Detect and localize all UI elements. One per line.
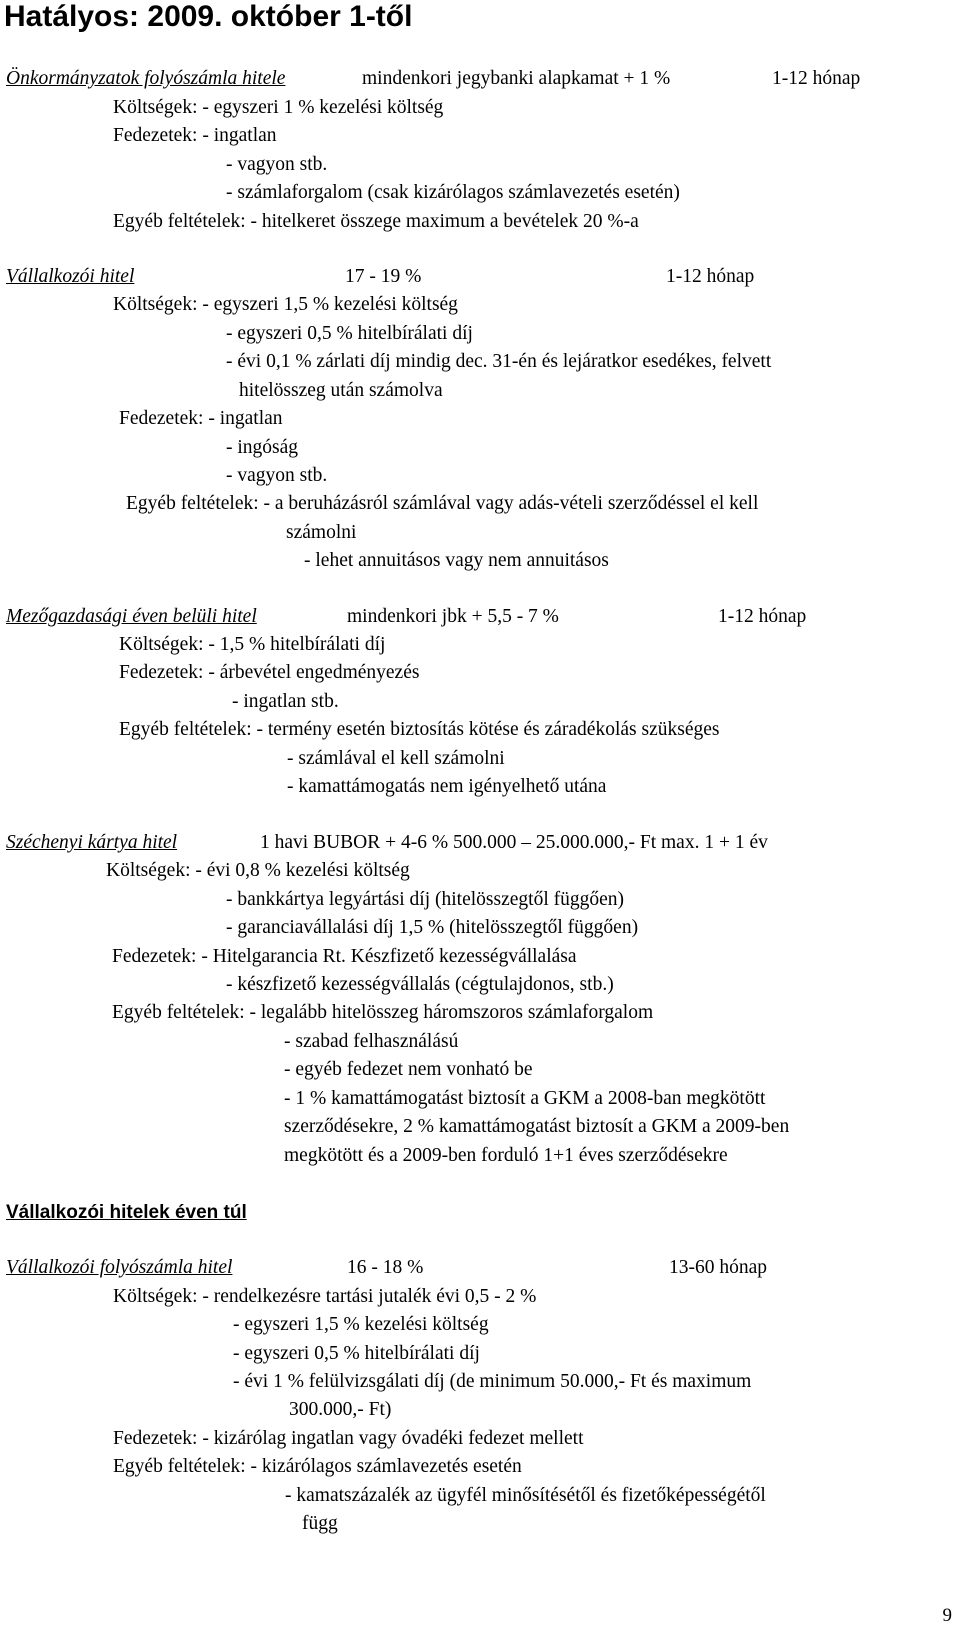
loan-name-szechenyi: Széchenyi kártya hitel bbox=[6, 832, 178, 853]
text-line: Fedezetek: - ingatlan bbox=[119, 408, 283, 429]
text-line: 300.000,- Ft) bbox=[289, 1399, 392, 1420]
text-line: - garanciavállalási díj 1,5 % (hitelösszegtől függően) bbox=[226, 917, 639, 938]
text-line: Költségek: - egyszeri 1,5 % kezelési költség bbox=[113, 294, 458, 315]
section-heading: Vállalkozói hitelek éven túl bbox=[6, 1202, 247, 1223]
text-line: - lehet annuitásos vagy nem annuitásos bbox=[304, 550, 609, 571]
text-line: Fedezetek: - ingatlan bbox=[113, 125, 277, 146]
page-number: 9 bbox=[942, 1605, 952, 1626]
loan-name-folyoszamla: Vállalkozói folyószámla hitel bbox=[6, 1257, 233, 1278]
text-line: - számlaforgalom (csak kizárólagos számlavezetés esetén) bbox=[226, 182, 680, 203]
text-line: - vagyon stb. bbox=[226, 465, 328, 486]
text-line: - szabad felhasználású bbox=[284, 1031, 459, 1052]
text-line: megkötött és a 2009-ben forduló 1+1 éves szerződésekre bbox=[284, 1145, 728, 1166]
loan-rate: 16 - 18 % bbox=[347, 1257, 424, 1278]
text-line: - készfizető kezességvállalás (cégtulajdonos, stb.) bbox=[226, 974, 614, 995]
text-line: Egyéb feltételek: - kizárólagos számlavezetés esetén bbox=[113, 1456, 522, 1477]
text-line: Egyéb feltételek: - legalább hitelösszeg háromszoros számlaforgalom bbox=[112, 1002, 654, 1023]
text-line: - kamattámogatás nem igényelhető utána bbox=[287, 776, 607, 797]
text-line: hitelösszeg után számolva bbox=[239, 380, 443, 401]
text-line: - számlával el kell számolni bbox=[287, 748, 505, 769]
text-line: - egyszeri 0,5 % hitelbírálati díj bbox=[226, 323, 473, 344]
loan-rate: mindenkori jbk + 5,5 - 7 % bbox=[347, 606, 559, 627]
text-line: - egyszeri 1,5 % kezelési költség bbox=[233, 1314, 489, 1335]
loan-rate: 17 - 19 % bbox=[345, 266, 422, 287]
loan-term: 13-60 hónap bbox=[669, 1257, 768, 1278]
text-line: - egyéb fedezet nem vonható be bbox=[284, 1059, 533, 1080]
loan-term: 1-12 hónap bbox=[772, 68, 861, 89]
loan-name-vallalkozoi: Vállalkozói hitel bbox=[6, 266, 135, 287]
text-line: függ bbox=[302, 1513, 338, 1534]
loan-term: 1-12 hónap bbox=[666, 266, 755, 287]
text-line: - vagyon stb. bbox=[226, 154, 328, 175]
text-line: Fedezetek: - Hitelgarancia Rt. Készfizető kezességvállalása bbox=[112, 946, 577, 967]
loan-rate: mindenkori jegybanki alapkamat + 1 % bbox=[362, 68, 671, 89]
text-line: Költségek: - egyszeri 1 % kezelési költség bbox=[113, 97, 444, 118]
text-line: Költségek: - rendelkezésre tartási jutalék évi 0,5 - 2 % bbox=[113, 1286, 537, 1307]
text-line: Fedezetek: - kizárólag ingatlan vagy óvadéki fedezet mellett bbox=[113, 1428, 584, 1449]
text-line: szerződésekre, 2 % kamattámogatást biztosít a GKM a 2009-ben bbox=[284, 1116, 790, 1137]
loan-name-onkormanyzat: Önkormányzatok folyószámla hitele bbox=[6, 68, 286, 89]
text-line: - ingóság bbox=[226, 437, 299, 458]
text-line: - évi 1 % felülvizsgálati díj (de minimum 50.000,- Ft és maximum bbox=[233, 1371, 752, 1392]
page-title: Hatályos: 2009. október 1-től bbox=[4, 0, 413, 33]
text-line: Egyéb feltételek: - hitelkeret összege maximum a bevételek 20 %-a bbox=[113, 211, 639, 232]
text-line: - egyszeri 0,5 % hitelbírálati díj bbox=[233, 1343, 480, 1364]
text-line: Költségek: - évi 0,8 % kezelési költség bbox=[106, 860, 410, 881]
text-line: Költségek: - 1,5 % hitelbírálati díj bbox=[119, 634, 386, 655]
text-line: - bankkártya legyártási díj (hitelösszegtől függően) bbox=[226, 889, 624, 910]
text-line: Egyéb feltételek: - termény esetén biztosítás kötése és záradékolás szükséges bbox=[119, 719, 720, 740]
loan-term: 1-12 hónap bbox=[718, 606, 807, 627]
text-line: - ingatlan stb. bbox=[232, 691, 339, 712]
text-line: - 1 % kamattámogatást biztosít a GKM a 2008-ban megkötött bbox=[284, 1088, 766, 1109]
text-line: számolni bbox=[286, 522, 357, 543]
loan-name-mezogazdasagi: Mezőgazdasági éven belüli hitel bbox=[6, 606, 257, 627]
text-line: Egyéb feltételek: - a beruházásról számlával vagy adás-vételi szerződéssel el kell bbox=[126, 493, 759, 514]
text-line: Fedezetek: - árbevétel engedményezés bbox=[119, 662, 420, 683]
text-line: - évi 0,1 % zárlati díj mindig dec. 31-én és lejáratkor esedékes, felvett bbox=[226, 351, 772, 372]
loan-rate: 1 havi BUBOR + 4-6 % 500.000 – 25.000.000,- Ft max. 1 + 1 év bbox=[260, 832, 768, 853]
text-line: - kamatszázalék az ügyfél minősítésétől és fizetőképességétől bbox=[285, 1485, 766, 1506]
